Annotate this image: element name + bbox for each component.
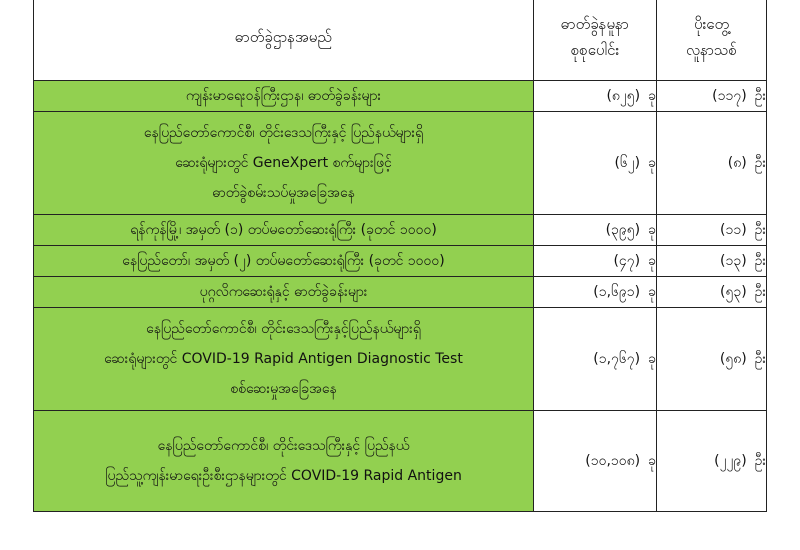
positive-count-unit: ဦး [754,350,766,367]
sample-count-cell [534,81,657,112]
sample-count-unit: ခု [648,87,656,104]
sample-count-unit: ခု [648,252,656,269]
positive-count-unit: ဦး [754,252,766,269]
positive-count-unit: ဦး [754,283,766,300]
positive-count-cell [657,411,767,512]
lab-name-line: စစ်ဆေးမှုအခြေအနေ [230,381,337,397]
positive-count-cell [657,215,767,246]
sample-count-unit: ခု [648,452,656,469]
lab-name-line: နေပြည်တော်ကောင်စီ၊ တိုင်းဒေသကြီးနှင့်ပြည်နယ်များရှိ [146,321,421,337]
positive-count-value: (၁၃) [719,252,747,269]
header-new-positive-line-1: ပိုးတွေ့ [693,14,730,33]
sample-count-cell [534,112,657,215]
lab-name-line: ရန်ကုန်မြို့၊ အမှတ် (၁) တပ်မတော်ဆေးရုံကြီး (ခုတင် ၁၀၀၀) [130,222,437,238]
positive-count-cell [657,246,767,277]
sample-count-unit: ခု [648,283,656,300]
lab-name-line: ပြည်သူ့ကျန်းမာရေးဦးစီးဌာနများတွင် COVID-19 Rapid Antigen [105,468,462,484]
lab-name-line: ပုဂ္ဂလိကဆေးရုံနှင့် ဓာတ်ခွဲခန်းများ [199,284,368,300]
table-row [34,112,767,215]
lab-name-line: နေပြည်တော်ကောင်စီ၊ တိုင်းဒေသကြီးနှင့် ပြည်နယ်များရှိ [143,125,424,141]
sample-count-value: (၁,၇၆၇) [593,350,641,367]
positive-count-unit: ဦး [754,221,766,238]
lab-name-cell [34,112,534,215]
positive-count-value: (၅၃) [719,283,747,300]
positive-count-cell [657,112,767,215]
sample-count-unit: ခု [648,221,656,238]
lab-name-line: ဆေးရုံများတွင် GeneXpert စက်များဖြင့် [175,155,392,171]
header-new-positive [657,0,767,81]
lab-name-cell [34,277,534,308]
lab-name-cell [34,411,534,512]
sample-count-value: (၁၀,၁၀၈) [585,452,641,469]
lab-name-line: နေပြည်တော်၊ အမှတ် (၂) တပ်မတော်ဆေးရုံကြီး (ခုတင် ၁၀၀၀) [122,253,445,269]
positive-count-value: (၁၁) [719,221,747,238]
lab-name-line: နေပြည်တော်ကောင်စီ၊ တိုင်းဒေသကြီးနှင့် ပြည်နယ် [157,438,410,454]
sample-count-value: (၃၉၅) [605,221,641,238]
lab-name-cell [34,215,534,246]
positive-count-cell [657,308,767,411]
positive-count-unit: ဦး [754,452,766,469]
header-new-positive-line-2: လူနာသစ် [686,40,737,59]
positive-count-unit: ဦး [754,87,766,104]
header-sample-count-line-1: ဓာတ်ခွဲနမူနာ [561,14,629,33]
sample-count-unit: ခု [648,154,656,171]
positive-count-cell [657,277,767,308]
positive-count-value: (၅၈) [719,350,747,367]
table-row [34,81,767,112]
sample-count-cell [534,411,657,512]
header-lab-name [34,0,534,81]
table-row [34,411,767,512]
table-row [34,215,767,246]
sample-count-cell [534,246,657,277]
positive-count-cell [657,81,767,112]
table-row [34,277,767,308]
table-row [34,246,767,277]
positive-count-value: (၂၂၉) [714,452,747,469]
sample-count-cell [534,215,657,246]
table-header-row [34,0,767,81]
lab-name-line: ကျန်းမာရေးဝန်ကြီးဌာန၊ ဓာတ်ခွဲခန်းများ [185,88,382,104]
lab-name-cell [34,246,534,277]
positive-count-value: (၁၁၇) [712,87,747,104]
header-sample-count [534,0,657,81]
header-lab-name-text: ဓာတ်ခွဲဌာနအမည် [235,27,332,46]
covid-lab-results-table [33,0,767,512]
lab-name-line: ဆေးရုံများတွင် COVID-19 Rapid Antigen Diagnostic Test [104,351,463,367]
table-row [34,308,767,411]
sample-count-value: (၄၇) [613,252,641,269]
positive-count-unit: ဦး [754,154,766,171]
sample-count-value: (၆၂) [614,154,641,171]
sample-count-value: (၁,၆၉၁) [593,283,641,300]
lab-name-cell [34,81,534,112]
sample-count-cell [534,308,657,411]
sample-count-cell [534,277,657,308]
lab-name-cell [34,308,534,411]
sample-count-unit: ခု [648,350,656,367]
header-sample-count-line-2: စုစုပေါင်း [570,40,620,59]
positive-count-value: (၈) [727,154,747,171]
sample-count-value: (၈၂၅) [606,87,641,104]
lab-name-line: ဓာတ်ခွဲစမ်းသပ်မှုအခြေအနေ [212,185,355,201]
